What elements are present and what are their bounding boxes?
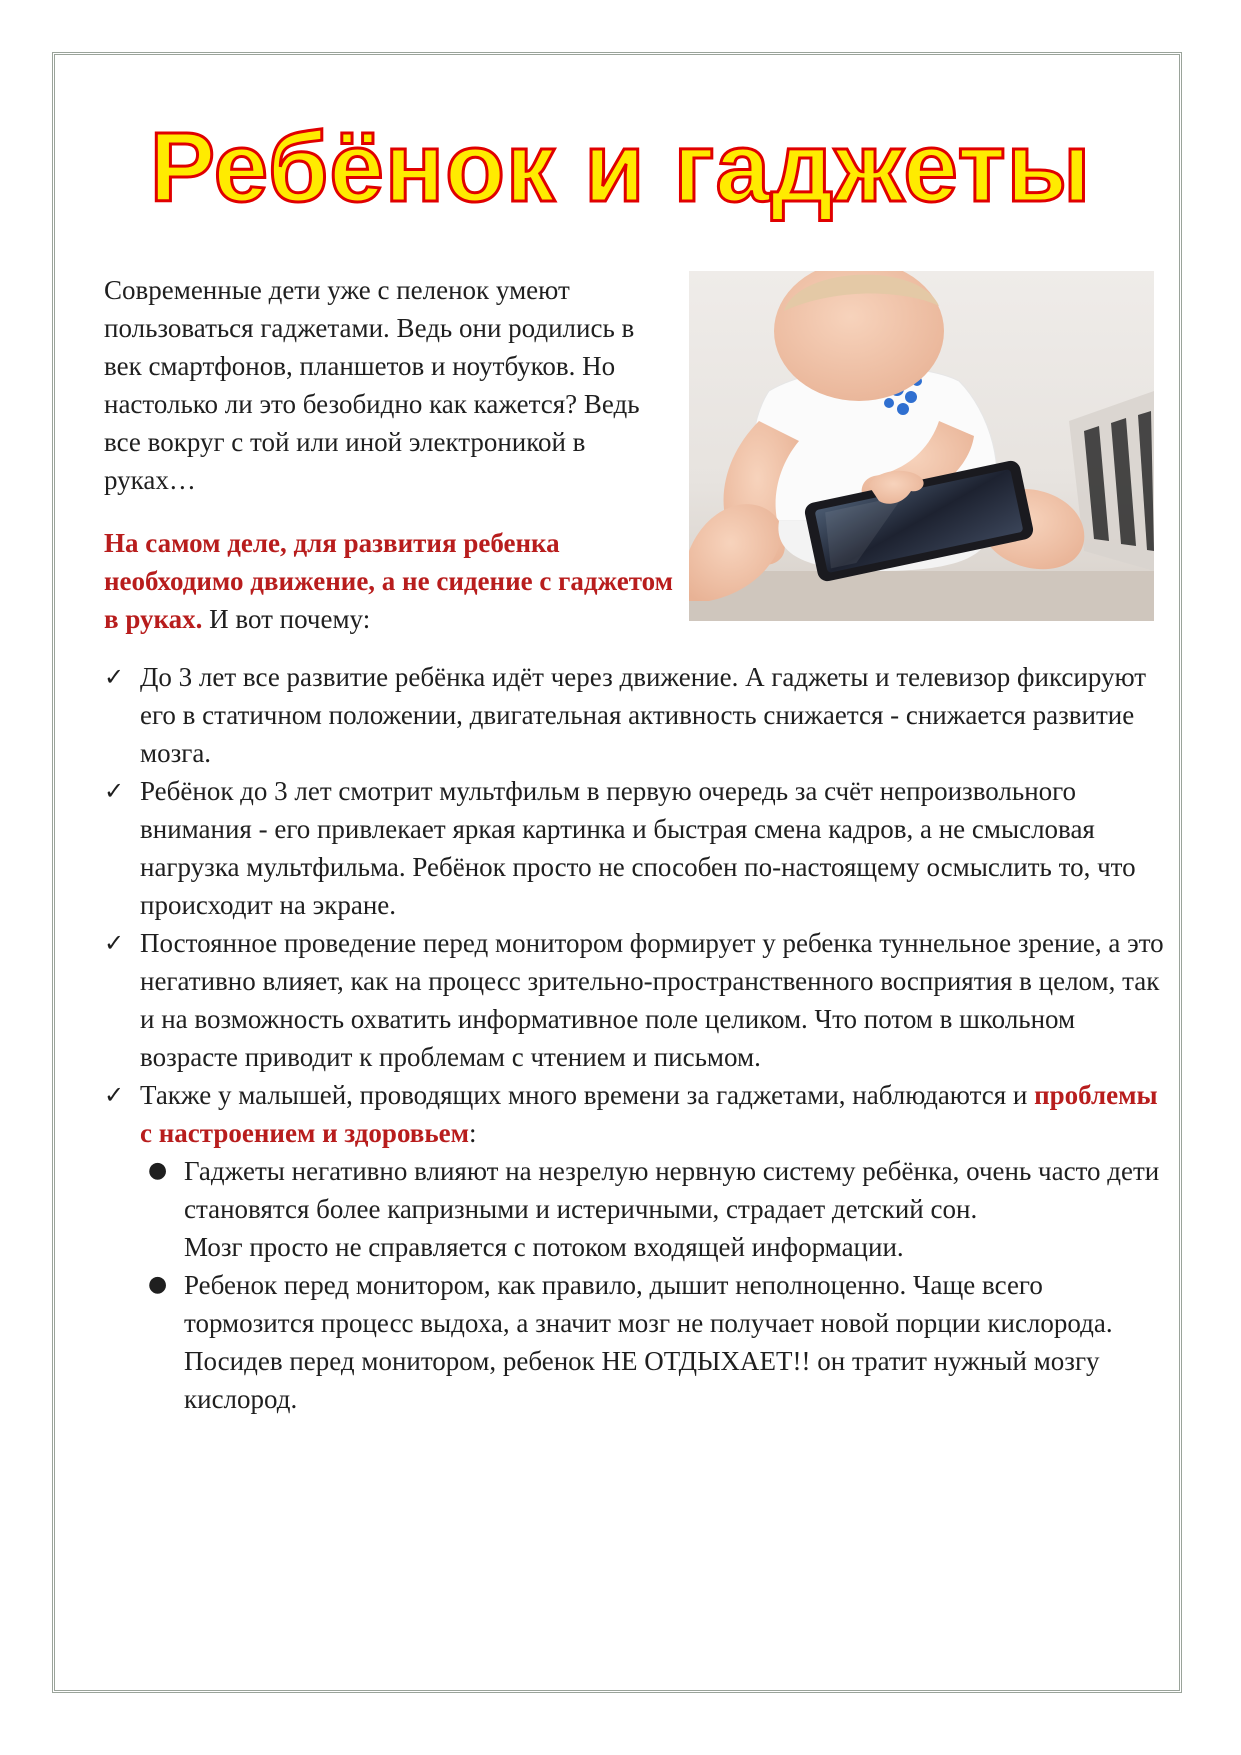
list-item-tail: : [469, 1118, 477, 1148]
list-item [104, 1076, 1164, 1418]
list-item [104, 924, 1164, 1076]
sub-list-item [104, 1266, 1164, 1418]
checkmark-icon: ✓ [104, 663, 125, 691]
accent-paragraph [104, 524, 674, 638]
sub-list-item-extra: Мозг просто не справляется с потоком входящей информации. [184, 1232, 904, 1262]
accent-highlight: На самом деле, для развития ребенка необходимо движение, а не сидение с гаджетом в руках. [104, 528, 674, 634]
list-item [104, 658, 1164, 772]
reasons-list [104, 658, 1164, 1418]
sub-list-item-text: Ребенок перед монитором, как правило, дышит неполноценно. Чаще всего тормозится процесс выдоха, а значит мозг не получает новой порции кислорода. Посидев перед монитором, ребенок НЕ ОТДЫХАЕТ!! он тратит нужный мозгу кислород. [184, 1270, 1113, 1414]
health-problems-list [140, 1152, 1164, 1418]
list-item-text: До 3 лет все развитие ребёнка идёт через движение. А гаджеты и телевизор фиксируют его в статичном положении, двигательная активность снижается - снижается развитие мозга. [140, 662, 1147, 768]
list-item-text: Также у малышей, проводящих много времени за гаджетами, наблюдаются и [140, 1080, 1035, 1110]
bullet-icon: ● [148, 1272, 168, 1297]
checkmark-icon: ✓ [104, 777, 125, 805]
bullet-icon: ● [148, 1158, 168, 1183]
accent-rest: И вот почему: [202, 604, 371, 634]
baby-with-tablet-photo [689, 271, 1154, 621]
sub-list-item [104, 1152, 1164, 1266]
list-item-text: Постоянное проведение перед монитором формирует у ребенка туннельное зрение, а это негативно влияет, как на процесс зрительно-пространственного восприятия в целом, так и на возможность охватить информативное поле целиком. Что потом в школьном возрасте приводит к проблемам с чтением и письмом. [140, 928, 1164, 1072]
checkmark-icon: ✓ [104, 1081, 125, 1109]
page-title: Ребёнок и гаджеты [149, 112, 1092, 222]
intro-paragraph: Современные дети уже с пеленок умеют пользоваться гаджетами. Ведь они родились в век смартфонов, планшетов и ноутбуков. Но настолько ли это безобидно как кажется? Ведь все вокруг с той или иной электроникой в руках… [104, 275, 640, 495]
sub-list-item-text: Гаджеты негативно влияют на незрелую нервную систему ребёнка, очень часто дети становятся более капризными и истеричными, страдает детский сон. [184, 1156, 1160, 1224]
checkmark-icon: ✓ [104, 929, 125, 957]
list-item [104, 772, 1164, 924]
list-item-text: Ребёнок до 3 лет смотрит мультфильм в первую очередь за счёт непроизвольного внимания - его привлекает яркая картинка и быстрая смена кадров, а не смысловая нагрузка мультфильма. Ребёнок просто не способен по-настоящему осмыслить то, что происходит на экране. [140, 776, 1136, 920]
photo-illustration [689, 271, 1154, 621]
list-item-highlight: проблемы с настроением и здоровьем [140, 1080, 1158, 1148]
